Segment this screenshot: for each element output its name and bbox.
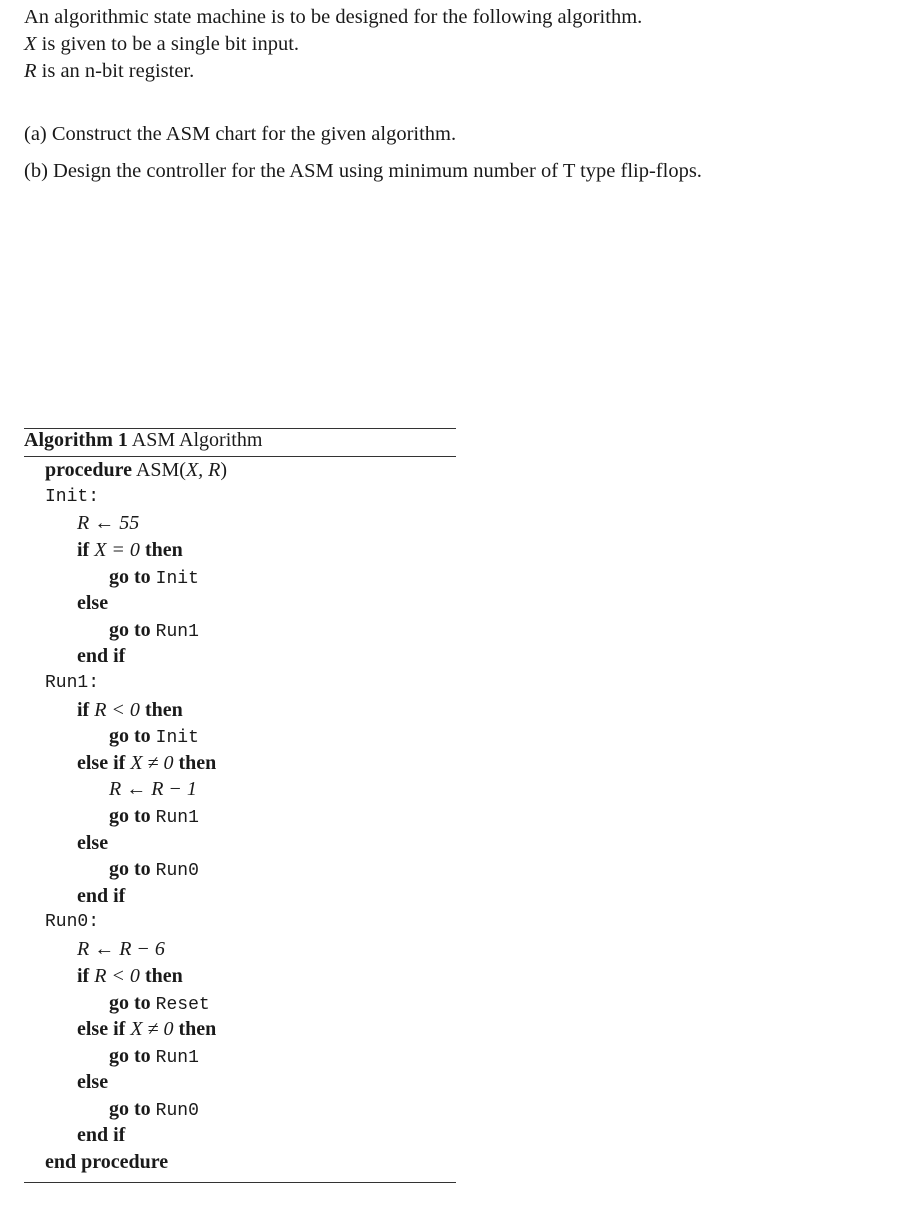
procedure-name: ASM( (135, 459, 186, 481)
intro-line-2-text: is given to be a single bit input. (36, 33, 300, 55)
kw-go-to: go to (109, 992, 151, 1014)
label-init: Init: (45, 487, 100, 507)
target-run0: Run0 (155, 861, 199, 881)
stmt-goto-run1-1 (109, 617, 199, 645)
intro-line-3-text: is an n-bit register. (36, 60, 195, 82)
target-init: Init (155, 728, 199, 748)
var-r: R (24, 60, 37, 82)
stmt-end-procedure: end procedure (45, 1151, 169, 1173)
kw-else-if: else if (77, 1018, 126, 1040)
stmt-if-x-eq-0 (77, 537, 183, 563)
stmt-else-3: else (77, 1071, 109, 1093)
stmt-else-1: else (77, 592, 109, 614)
label-run1: Run1: (45, 673, 100, 693)
algorithm-caption-label: Algorithm 1 (24, 429, 128, 451)
kw-then: then (178, 1018, 217, 1040)
question-b: (b) Design the controller for the ASM using minimum number of T type flip-flops. (24, 160, 702, 182)
algorithm-bottom-rule (24, 1182, 456, 1183)
algorithm-caption (24, 427, 262, 453)
stmt-goto-run0-1 (109, 856, 199, 884)
cond-x-ne-0: X ≠ 0 (130, 1018, 174, 1040)
stmt-end-if-3: end if (77, 1124, 126, 1146)
stmt-else-if-x-ne-0-1 (77, 750, 216, 776)
kw-go-to: go to (109, 805, 151, 827)
stmt-r-minus-6: R ← R − 6 (77, 938, 165, 960)
stmt-else-if-x-ne-0-2 (77, 1016, 216, 1042)
cond-x-eq-0: X = 0 (94, 539, 140, 561)
stmt-if-r-lt-0-2 (77, 963, 183, 989)
stmt-r-assign-55: R ← 55 (77, 512, 140, 534)
kw-then: then (178, 752, 217, 774)
stmt-goto-init-1 (109, 564, 199, 592)
procedure-close: ) (220, 459, 228, 481)
target-run1: Run1 (155, 808, 199, 828)
kw-then: then (144, 699, 183, 721)
kw-then: then (144, 539, 183, 561)
procedure-keyword: procedure (45, 459, 133, 481)
target-reset: Reset (155, 995, 210, 1015)
stmt-goto-run0-2 (109, 1096, 199, 1124)
intro-line-3 (24, 58, 194, 84)
kw-go-to: go to (109, 619, 151, 641)
stmt-end-if-2: end if (77, 885, 126, 907)
var-x: X (24, 33, 37, 55)
target-init: Init (155, 569, 199, 589)
target-run1: Run1 (155, 1048, 199, 1068)
kw-go-to: go to (109, 858, 151, 880)
kw-if: if (77, 699, 90, 721)
kw-go-to: go to (109, 1098, 151, 1120)
stmt-r-minus-1: R ← R − 1 (109, 778, 197, 800)
label-run0: Run0: (45, 912, 100, 932)
target-run1: Run1 (155, 622, 199, 642)
kw-else-if: else if (77, 752, 126, 774)
kw-go-to: go to (109, 725, 151, 747)
stmt-else-2: else (77, 832, 109, 854)
target-run0: Run0 (155, 1101, 199, 1121)
procedure-args: X, R (185, 459, 221, 481)
kw-then: then (144, 965, 183, 987)
kw-go-to: go to (109, 1045, 151, 1067)
intro-line-1: An algorithmic state machine is to be designed for the following algorithm. (24, 6, 643, 28)
intro-line-2 (24, 31, 299, 57)
stmt-goto-reset (109, 990, 210, 1018)
kw-if: if (77, 965, 90, 987)
procedure-header (45, 457, 227, 483)
question-a: (a) Construct the ASM chart for the given algorithm. (24, 123, 457, 145)
stmt-end-if-1: end if (77, 645, 126, 667)
stmt-goto-run1-3 (109, 1043, 199, 1071)
stmt-if-r-lt-0-1 (77, 697, 183, 723)
kw-go-to: go to (109, 566, 151, 588)
stmt-goto-init-2 (109, 723, 199, 751)
cond-r-lt-0: R < 0 (94, 965, 140, 987)
stmt-goto-run1-2 (109, 803, 199, 831)
kw-if: if (77, 539, 90, 561)
cond-x-ne-0: X ≠ 0 (130, 752, 174, 774)
algorithm-caption-title: ASM Algorithm (131, 429, 263, 451)
cond-r-lt-0: R < 0 (94, 699, 140, 721)
